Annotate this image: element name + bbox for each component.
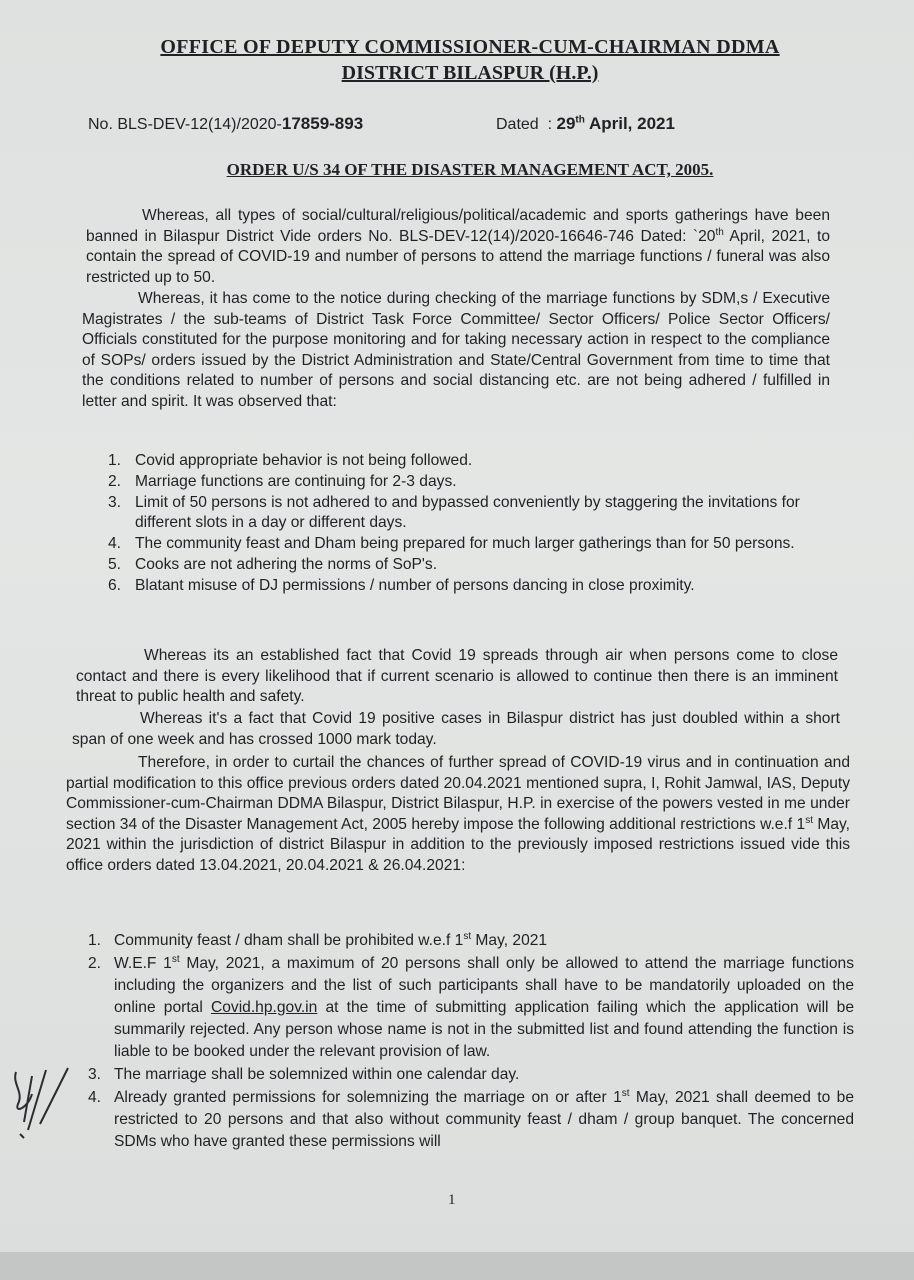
order-title: ORDER U/S 34 OF THE DISASTER MANAGEMENT ACT, 2005. [226, 160, 714, 179]
list-item [88, 930, 854, 952]
observation-list [108, 451, 808, 597]
paragraph-5 [66, 753, 850, 877]
list-text: Already granted permissions for solemnizing the marriage on or after 1 [114, 1089, 622, 1106]
list-text: Limit of 50 persons is not adhered to and bypassed conveniently by staggering the invitations for different slots in a day or different days. [135, 494, 800, 531]
list-item [88, 1087, 854, 1153]
handwritten-initials-mark [2, 1064, 82, 1144]
order-number [88, 114, 363, 134]
list-item [108, 576, 808, 596]
paragraph-4: Whereas it's a fact that Covid 19 positive cases in Bilaspur district has just doubled within a short span of one week and has crossed 1000 mark today. [72, 710, 840, 748]
list-item [108, 472, 808, 492]
office-heading: OFFICE OF DEPUTY COMMISSIONER-CUM-CHAIRMAN DDMA [160, 36, 780, 58]
order-number-bold: 17859-893 [281, 114, 364, 133]
list-text: May, 2021 shall deemed to be restricted to 20 persons and that also without community feast / dham / group banquet. The concerned SDMs who have granted these permissions will [114, 1089, 855, 1150]
date-rest: April, 2021 [584, 114, 675, 133]
list-text: May, 2021, a maximum of 20 persons shall only be allowed to attend the marriage functions including the organizers and the list of such participants shall have to be mandatorily uploaded on the online portal [114, 955, 854, 1016]
page-number: 1 [448, 1192, 456, 1208]
order-date [496, 114, 675, 134]
list-item [88, 953, 854, 1063]
list-text: Marriage functions are continuing for 2-3 days. [135, 473, 457, 490]
list-text: The marriage shall be solemnized within one calendar day. [114, 1066, 520, 1083]
date-colon: : [547, 116, 557, 133]
para1-text-a: Whereas, all types of social/cultural/religious/political/academic and sports gatherings have been banned in Bilaspur District Vide orders No. BLS-DEV-12(14)/2020-16646-746 Dated: `20 [86, 207, 830, 245]
portal-link[interactable]: Covid.hp.gov.in [210, 999, 318, 1016]
list-number: 1. [88, 932, 102, 949]
list-number: 5. [108, 556, 122, 573]
list-text: Community feast / dham shall be prohibited w.e.f 1 [114, 932, 464, 949]
list-text: W.E.F 1 [114, 955, 172, 972]
list-sup: st [171, 953, 180, 965]
list-item [108, 534, 808, 554]
list-sup: st [463, 930, 472, 942]
list-number: 1. [108, 452, 122, 469]
restriction-list [88, 930, 854, 1154]
list-text: The community feast and Dham being prepared for much larger gatherings than for 50 persons. [135, 535, 795, 552]
list-item [108, 451, 808, 471]
list-text: Blatant misuse of DJ permissions / number of persons dancing in close proximity. [135, 577, 695, 594]
district-heading: DISTRICT BILASPUR (H.P.) [341, 62, 599, 84]
para1-sup: th [715, 226, 724, 238]
para5-text-a: Therefore, in order to curtail the chances of further spread of COVID-19 virus and in continuation and partial modification to this office previous orders dated 20.04.2021 mentioned supra, I, Rohit Jamwal, IAS, Deputy Commissioner-cum-Chairman DDMA Bilaspur, District Bilaspur, H.P. in exercise of the powers vested in me under section 34 of the Disaster Management Act, 2005 hereby impose the following additional restrictions w.e.f 1 [66, 754, 850, 833]
paragraph-2: Whereas, it has come to the notice during checking of the marriage functions by SDM,s / Executive Magistrates / the sub-teams of District Task Force Committee/ Sector Officers/ Police Sector Officers/ Officials constituted for the purpose monitoring and for taking necessary action in respect to the compliance of SOPs/ orders issued by the District Administration and State/Central Government from time to time that the conditions related to number of persons and social distancing etc. are not being adhered / fulfilled in letter and spirit. It was observed that: [82, 290, 830, 410]
date-sup: th [575, 114, 585, 126]
list-number: 2. [88, 955, 102, 972]
para5-text-b: May, 2021 within the jurisdiction of district Bilaspur in addition to the previously imposed restrictions issued vide this office orders dated 13.04.2021, 20.04.2021 & 26.04.2021: [66, 815, 850, 874]
list-item [108, 493, 808, 533]
list-sup: st [621, 1087, 630, 1099]
list-number: 2. [108, 473, 122, 490]
list-number: 3. [108, 494, 122, 511]
list-number: 4. [88, 1089, 102, 1106]
list-text: at the time of submitting application failing which the application will be summarily rejected. Any person whose name is not in the submitted list and found attending the function is liable to be booked under the relevant provision of law. [114, 999, 855, 1060]
paragraph-1 [86, 206, 830, 288]
list-text: Cooks are not adhering the norms of SoP's. [135, 556, 438, 573]
list-text: May, 2021 [471, 932, 548, 949]
list-item [88, 1064, 854, 1086]
list-text: Covid appropriate behavior is not being followed. [135, 452, 473, 469]
page-bottom-edge [0, 1252, 914, 1280]
para1-text-b: April, 2021, to contain the spread of COVID-19 and number of persons to attend the marriage functions / funeral was also restricted up to 50. [86, 227, 830, 286]
order-number-prefix: No. BLS-DEV-12(14)/2020- [88, 116, 282, 133]
list-number: 4. [108, 535, 122, 552]
list-number: 3. [88, 1066, 102, 1083]
date-day: 29 [556, 114, 576, 133]
list-number: 6. [108, 577, 122, 594]
list-item [108, 555, 808, 575]
para5-sup: st [805, 814, 813, 826]
paragraph-3: Whereas its an established fact that Covid 19 spreads through air when persons come to close contact and there is every likelihood that if current scenario is allowed to continue then there is an imminent threat to public health and safety. [76, 647, 838, 705]
dated-label: Dated [496, 116, 539, 133]
